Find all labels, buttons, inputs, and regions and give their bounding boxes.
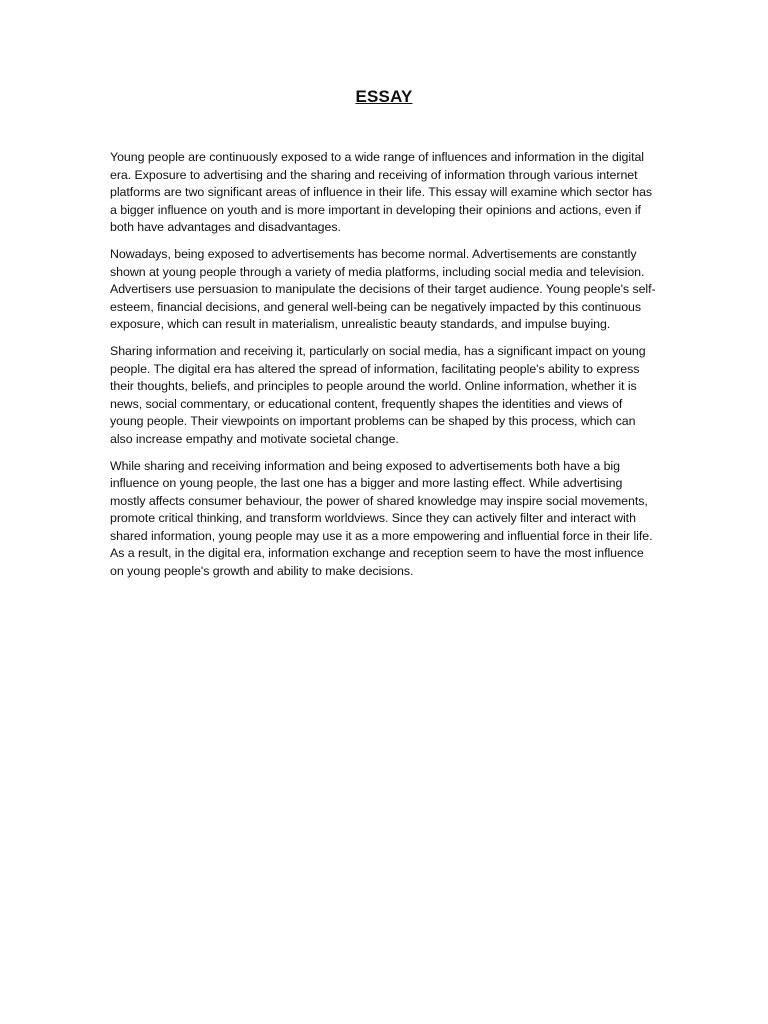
paragraph-advertising: Nowadays, being exposed to advertisements has become normal. Advertisements are constantly shown at young people through a variety of media platforms, including social media and television. Advertisers use persuasion to manipulate the decisions of their target audience. Young people's self-esteem, financial decisions, and general well-being can be negatively impacted by this continuous exposure, which can result in materialism, unrealistic beauty standards, and impulse buying. [110, 246, 656, 332]
paragraph-introduction: Young people are continuously exposed to a wide range of influences and information in the digital era. Exposure to advertising and the sharing and receiving of information through various internet platforms are two significant areas of influence in their life. This essay will examine which sector has a bigger influence on youth and is more important in developing their opinions and actions, even if both have advantages and disadvantages. [110, 150, 653, 235]
paragraph-conclusion: While sharing and receiving information and being exposed to advertisements both have a big influence on young people, the last one has a bigger and more lasting effect. While advertising mostly affects consumer behaviour, the power of shared knowledge may inspire social movements, promote critical thinking, and transform worldviews. Since they can actively filter and interact with shared information, young people may use it as a more empowering and influential force in their life. As a result, in the digital era, information exchange and reception seem to have the most influence on young people's growth and ability to make decisions. [110, 458, 653, 579]
essay-body [110, 149, 658, 590]
page-title: ESSAY [355, 87, 413, 106]
paragraph-information-sharing: Sharing information and receiving it, particularly on social media, has a significant impact on young people. The digital era has altered the spread of information, facilitating people's ability to express their thoughts, beliefs, and principles to people around the world. Online information, whether it is news, social commentary, or educational content, frequently shapes the identities and views of young people. Their viewpoints on important problems can be shaped by this process, which can also increase empathy and motivate societal change. [110, 343, 646, 446]
